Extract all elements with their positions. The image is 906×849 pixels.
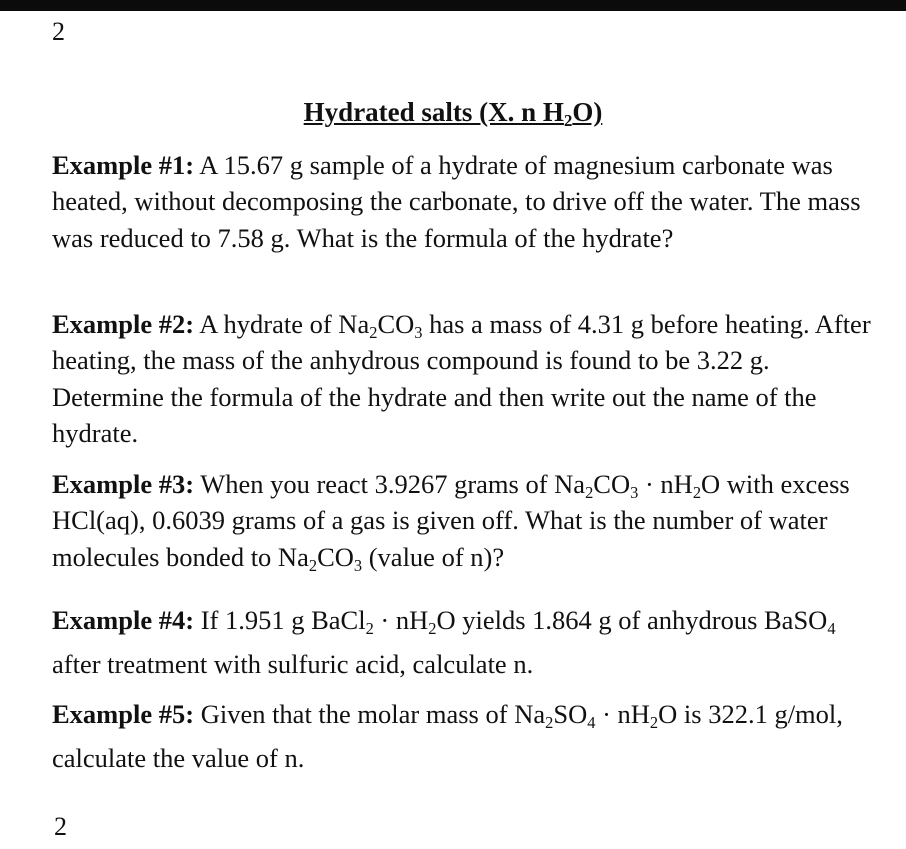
- example-3-text-2: CO: [593, 469, 631, 499]
- example-3-text-6: (value of n)?: [362, 541, 505, 572]
- example-1: [52, 147, 882, 256]
- example-4-sub-2: 2: [428, 618, 437, 638]
- example-2: [52, 306, 882, 451]
- title-subscript: 2: [563, 111, 573, 131]
- example-1-text: A 15.67 g sample of a hydrate of magnesium carbonate was heated, without decomposing the carbonate, to drive off the water. The mass was reduced to 7.58 g. What is the formula of the hydrate?: [52, 150, 861, 253]
- page-number-top: 2: [52, 17, 65, 46]
- example-3-text-3: · nH: [638, 469, 693, 499]
- example-2-text-3: has a mass of 4.31 g before heating. After heating, the mass of the anhydrous compound is found to be 3.22 g. Determine the formula of the hydrate and then write out the name of the hydrate.: [52, 309, 871, 448]
- example-2-text-2: CO: [377, 309, 415, 339]
- example-3-text-5: CO: [317, 541, 354, 572]
- example-3-label: Example #3:: [52, 469, 195, 499]
- page-title: [0, 95, 906, 129]
- example-4-sub-3: 4: [827, 618, 836, 638]
- example-5-text-4: O is 322.1 g/mol, calculate the value of n.: [52, 699, 843, 773]
- example-3-sub-1: 2: [585, 482, 594, 502]
- example-5-sub-2: 4: [587, 712, 596, 732]
- example-4: [52, 598, 882, 686]
- example-3-sub-5: 3: [353, 555, 363, 575]
- page-number-bottom: 2: [54, 812, 67, 841]
- title-text: Hydrated salts (X. n H: [303, 97, 564, 127]
- example-2-label: Example #2:: [52, 309, 195, 339]
- example-3-sub-3: 2: [692, 482, 702, 502]
- example-5-text-3: · nH: [595, 699, 650, 729]
- example-3-text-1: When you react 3.9267 grams of Na: [194, 469, 586, 499]
- title-text-end: O): [572, 97, 603, 127]
- example-2-sub-2: 3: [414, 322, 423, 342]
- example-5-text-2: SO: [553, 699, 588, 729]
- example-3-sub-2: 3: [630, 482, 639, 502]
- example-4-text-1: If 1.951 g BaCl: [194, 605, 366, 635]
- example-4-text-4: after treatment with sulfuric acid, calculate n.: [52, 649, 534, 679]
- example-4-text-3: O yields 1.864 g of anhydrous BaSO: [436, 605, 828, 635]
- example-3: [52, 466, 882, 575]
- example-5-sub-1: 2: [545, 712, 554, 732]
- example-5-text-1: Given that the molar mass of Na: [194, 699, 546, 729]
- example-3-sub-4: 2: [308, 555, 318, 575]
- example-5-sub-3: 2: [649, 712, 659, 732]
- top-border: [0, 0, 906, 11]
- example-3-text-4: O with excess HCl(aq), 0.6039 grams of a gas is given off. What is the number of water molecules bonded to Na: [52, 469, 850, 572]
- example-4-text-2: · nH: [373, 605, 429, 635]
- example-5: [52, 692, 882, 780]
- example-4-sub-1: 2: [365, 618, 374, 638]
- example-5-label: Example #5:: [52, 699, 195, 729]
- example-1-label: Example #1:: [52, 150, 195, 180]
- example-2-text-1: A hydrate of Na: [194, 309, 370, 339]
- example-2-sub-1: 2: [369, 322, 378, 342]
- example-4-label: Example #4:: [52, 605, 195, 635]
